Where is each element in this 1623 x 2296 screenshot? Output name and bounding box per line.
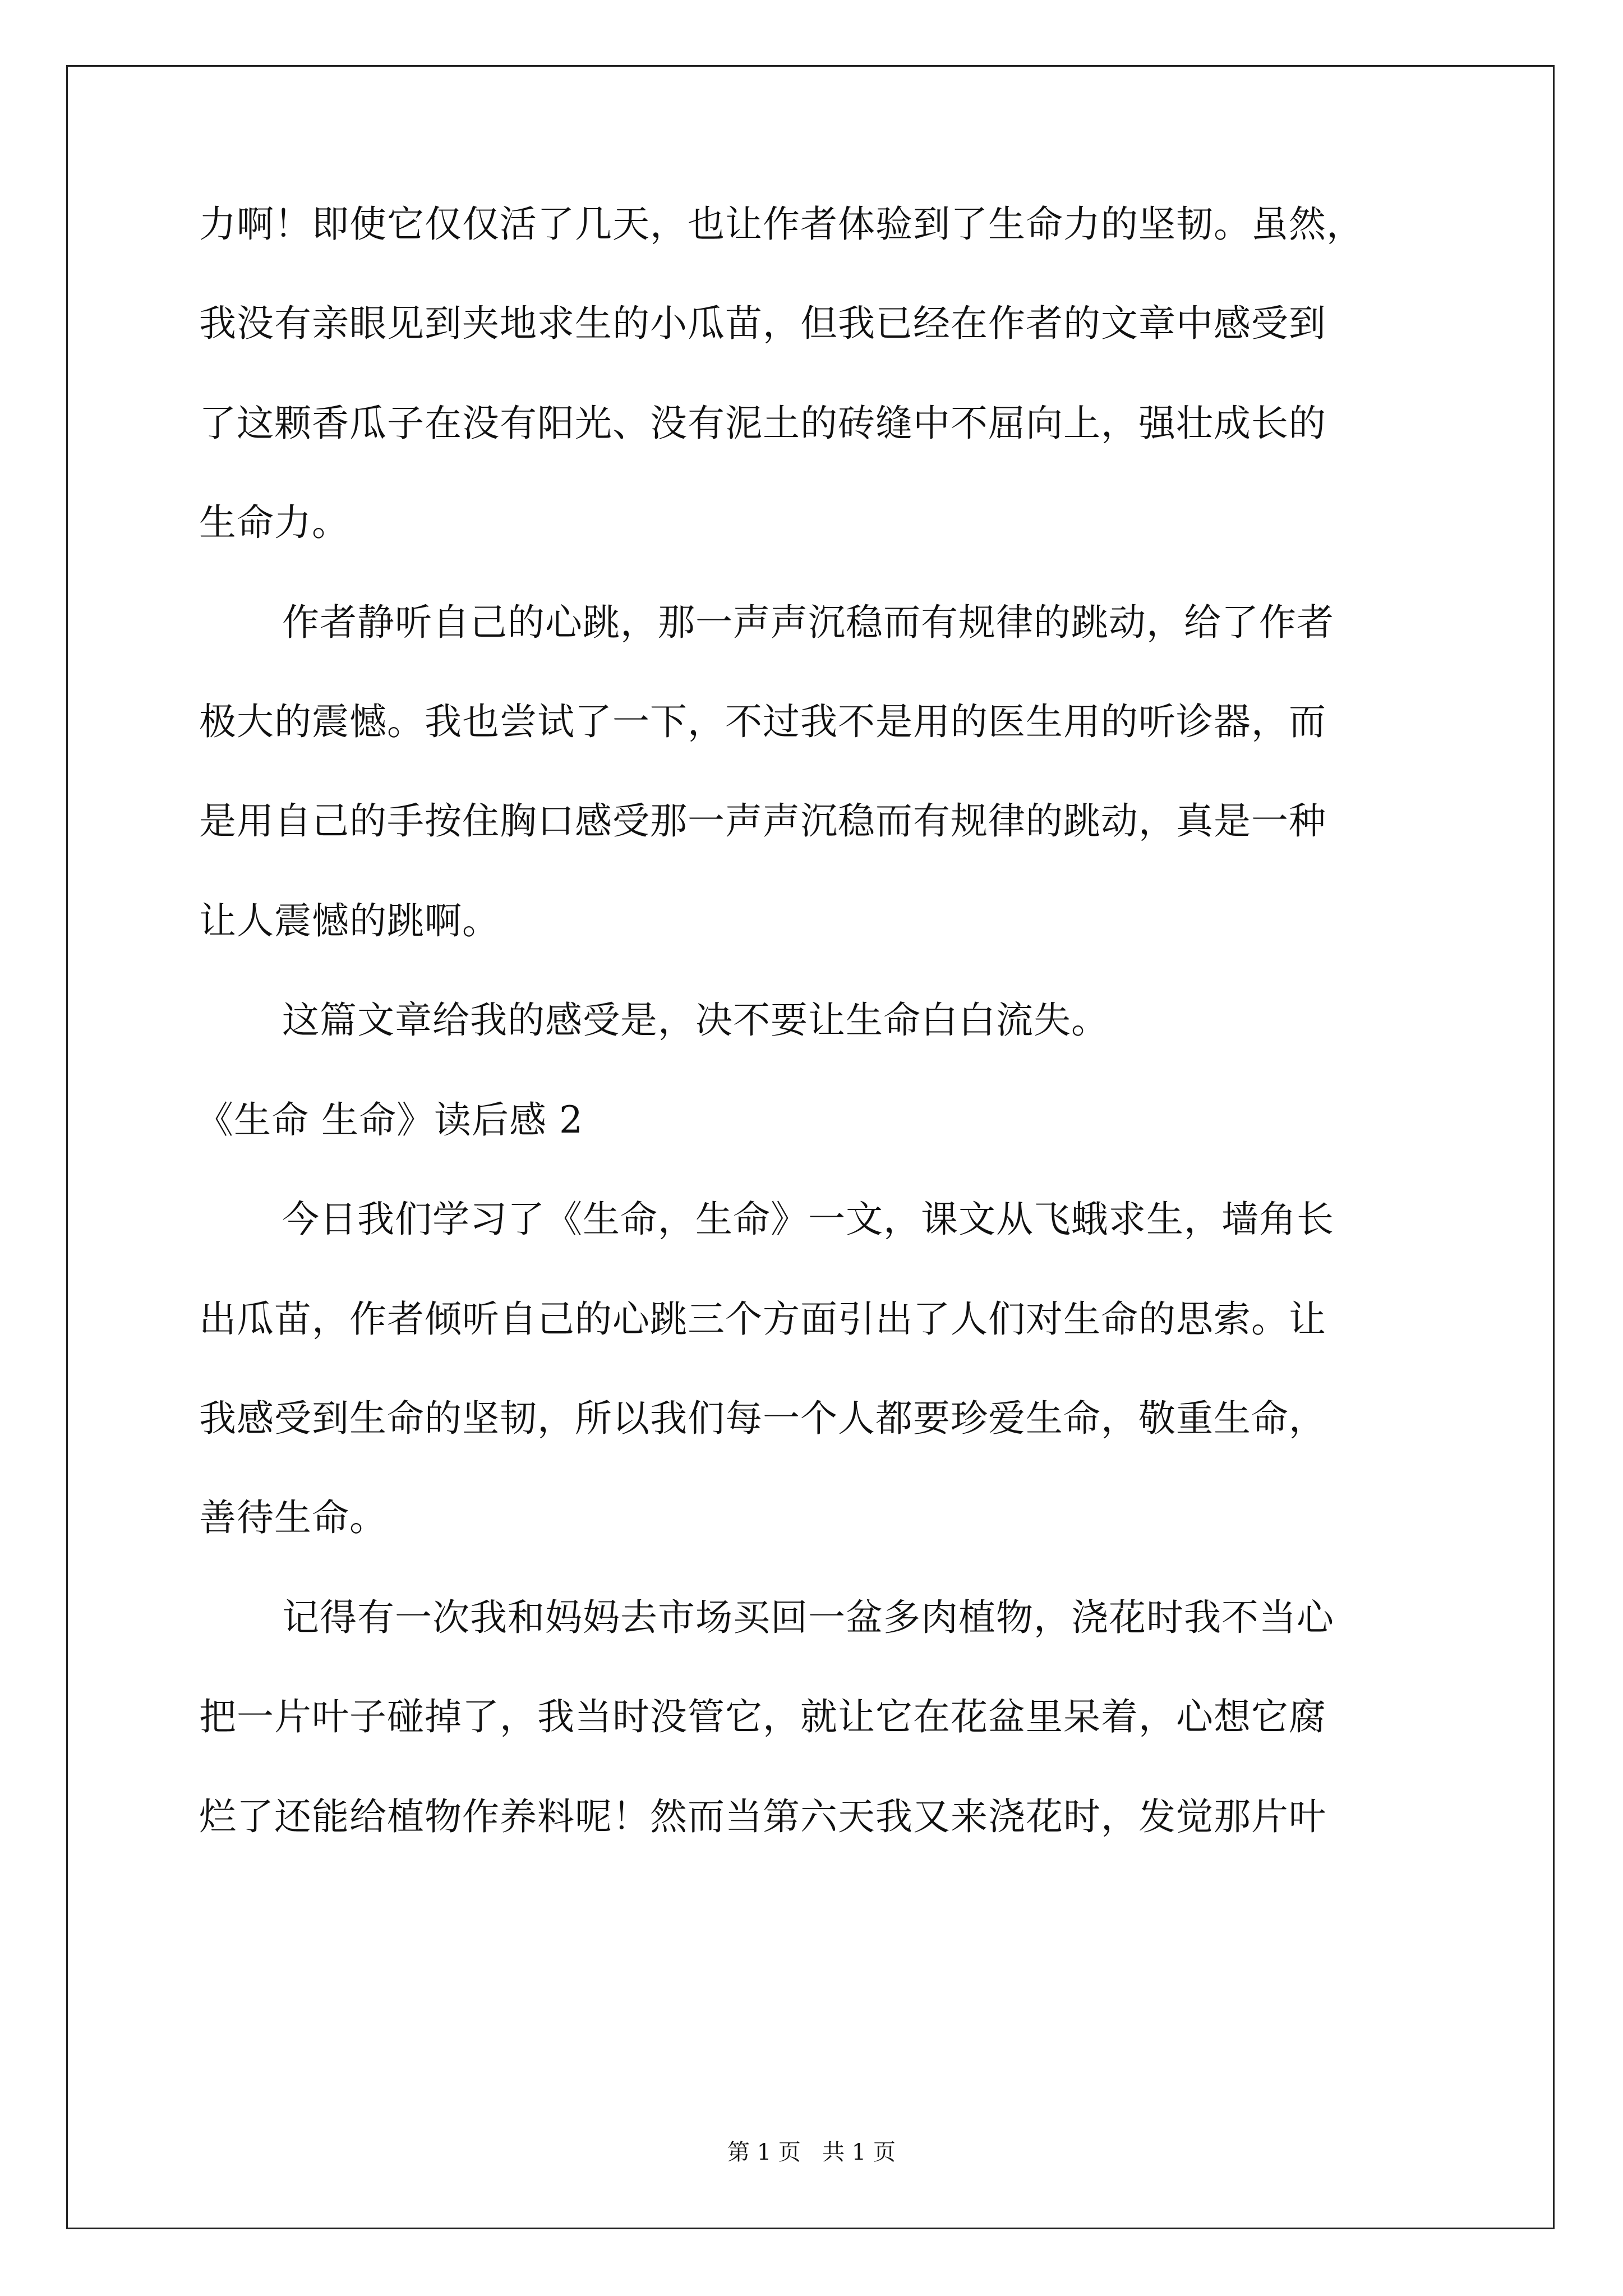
text-line: 今日我们学习了《生命，生命》一文，课文从飞蛾求生，墙角长 xyxy=(282,1198,1334,1241)
section-heading: 《生命 生命》读后感 2 xyxy=(196,1098,583,1142)
text-line: 烂了还能给植物作养料呢！然而当第六天我又来浇花时，发觉那片叶 xyxy=(199,1795,1326,1838)
text-line: 让人震憾的跳啊。 xyxy=(199,899,500,942)
page-footer: 第 1 页 共 1 页 xyxy=(727,2139,896,2165)
text-line: 力啊！即使它仅仅活了几天，也让作者体验到了生命力的坚韧。虽然， xyxy=(199,203,1364,246)
text-line: 出瓜苗，作者倾听自己的心跳三个方面引出了人们对生命的思索。让 xyxy=(199,1297,1326,1341)
text-line: 作者静听自己的心跳，那一声声沉稳而有规律的跳动，给了作者 xyxy=(282,601,1334,644)
text-line: 是用自己的手按住胸口感受那一声声沉稳而有规律的跳动，真是一种 xyxy=(199,799,1326,843)
text-line: 我感受到生命的坚韧，所以我们每一个人都要珍爱生命，敬重生命， xyxy=(199,1397,1326,1440)
text-line: 了这颗香瓜子在没有阳光、没有泥土的砖缝中不屈向上，强壮成长的 xyxy=(199,402,1326,445)
text-line: 记得有一次我和妈妈去市场买回一盆多肉植物，浇花时我不当心 xyxy=(282,1596,1334,1639)
text-line: 我没有亲眼见到夹地求生的小瓜苗，但我已经在作者的文章中感受到 xyxy=(199,302,1326,345)
page-border xyxy=(66,65,1555,2229)
text-line: 这篇文章给我的感受是，决不要让生命白白流失。 xyxy=(282,999,1109,1042)
text-line: 极大的震憾。我也尝试了一下，不过我不是用的医生用的听诊器，而 xyxy=(199,700,1326,743)
text-line: 善待生命。 xyxy=(199,1496,387,1539)
text-line: 生命力。 xyxy=(199,501,349,544)
text-line: 把一片叶子碰掉了，我当时没管它，就让它在花盆里呆着，心想它腐 xyxy=(199,1695,1326,1738)
